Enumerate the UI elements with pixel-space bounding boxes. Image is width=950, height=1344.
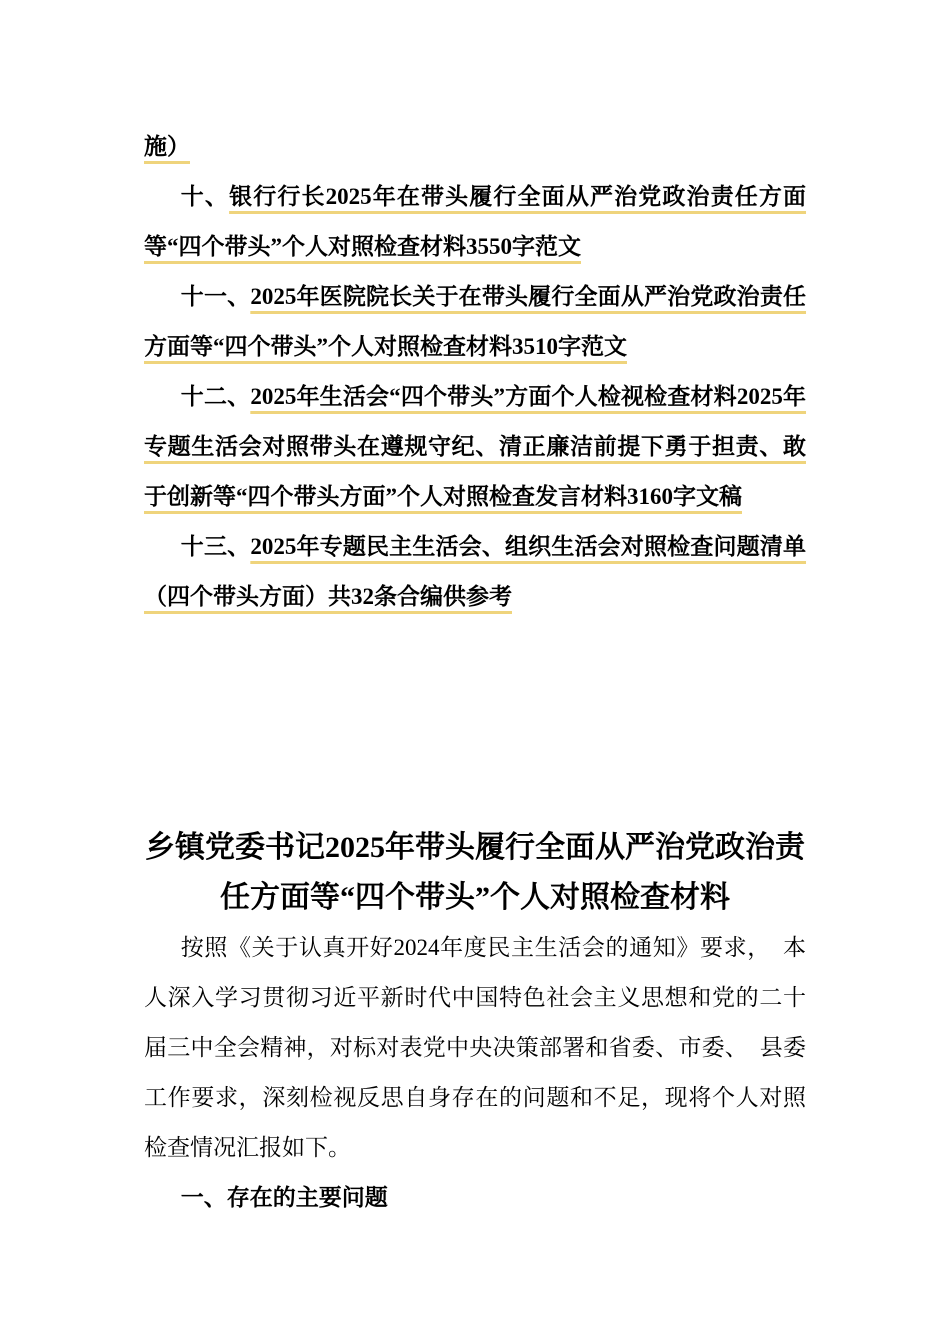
toc-item-12 xyxy=(144,372,806,522)
toc-continuation-line xyxy=(144,122,806,172)
toc-link-11[interactable]: 2025年医院院长关于在带头履行全面从严治党政治责任方面等“四个带头”个人对照检查材料3510字范文 xyxy=(144,284,807,359)
toc-item-11-number: 十一、 xyxy=(180,284,251,309)
toc-item-10 xyxy=(144,172,806,272)
toc-link-continuation[interactable]: 施） xyxy=(144,134,190,159)
document-title: 乡镇党委书记2025年带头履行全面从严治党政治责任方面等“四个带头”个人对照检查材料 xyxy=(145,831,805,914)
page-content xyxy=(144,122,806,1223)
toc-link-10[interactable]: 银行行长2025年在带头履行全面从严治党政治责任方面等“四个带头”个人对照检查材料3550字范文 xyxy=(144,184,807,259)
toc-item-10-number: 十、 xyxy=(180,184,230,209)
toc-item-12-number: 十二、 xyxy=(180,384,251,409)
toc-link-12[interactable]: 2025年生活会“四个带头”方面个人检视检查材料2025年专题生活会对照带头在遵规守纪、清正廉洁前提下勇于担责、敢于创新等“四个带头方面”个人对照检查发言材料3160字文稿 xyxy=(144,384,807,509)
toc-item-11 xyxy=(144,272,806,372)
intro-paragraph: 按照《关于认真开好2024年度民主生活会的通知》要求， 本人深入学习贯彻习近平新时代中国特色社会主义思想和党的二十届三中全会精神，对标对表党中央决策部署和省委、市委、 县委工作要求，深刻检视反思自身存在的问题和不足，现将个人对照检查情况汇报如下。 xyxy=(144,935,806,1160)
section-heading: 一、存在的主要问题 xyxy=(180,1185,388,1211)
blank-space xyxy=(144,622,806,823)
toc-link-13[interactable]: 2025年专题民主生活会、组织生活会对照检查问题清单（四个带头方面）共32条合编供参考 xyxy=(144,534,807,609)
toc-item-13-number: 十三、 xyxy=(180,534,251,559)
toc-item-13 xyxy=(144,522,806,622)
